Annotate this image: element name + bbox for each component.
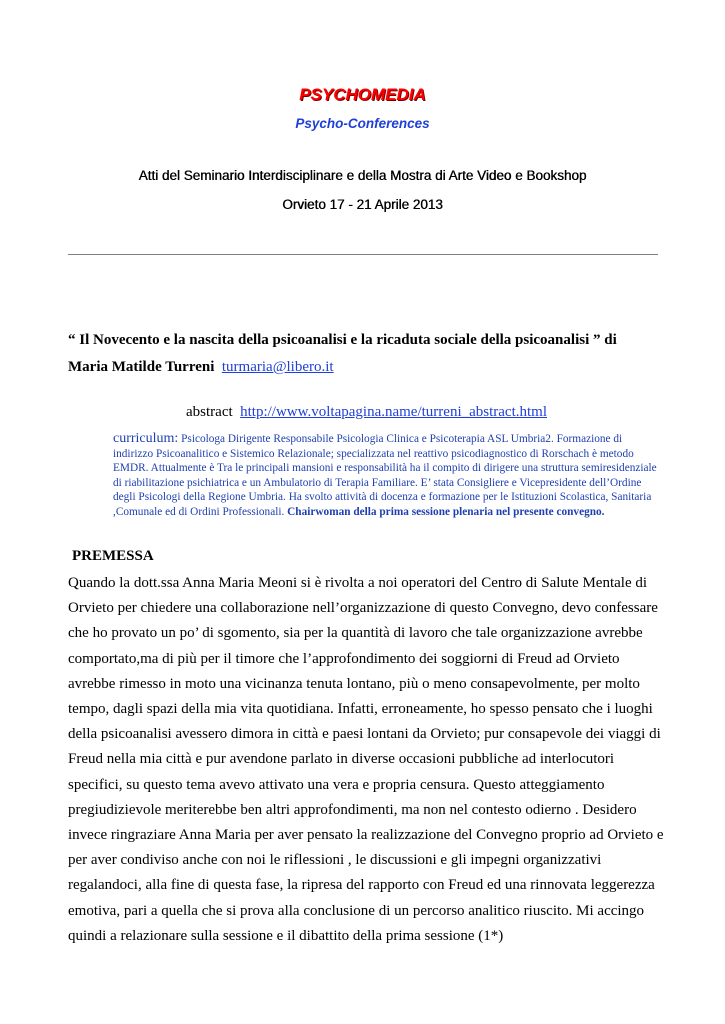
curriculum-highlight: Chairwoman della prima sessione plenaria nel presente convegno. [287, 505, 605, 518]
curriculum-label: curriculum: [113, 431, 179, 446]
abstract-row [186, 404, 547, 421]
site-title: PSYCHOMEDIA [299, 85, 426, 104]
body-line: invece ringraziare Anna Maria per aver pensato la realizzazione del Convegno proprio ad Orvieto e [68, 827, 664, 844]
body-line: specifici, su questo tema avevo attivato una vera e propria censura. Questo atteggiamento [68, 776, 605, 793]
body-line: avrebbe rimesso in moto una vicinanza tenuta lontano, più o meno consapevolmente, per molto [68, 675, 640, 692]
curriculum-block [113, 432, 661, 520]
curriculum-text: Psicologa Dirigente Responsabile Psicologia Clinica e Psicoterapia ASL Umbria2. Formazione di indirizzo Psicoanalitico e Sistemico Relazionale; specializzata nel reattivo psicodiagnostico di Rorschach è metodo EMDR. Attualmente è Tra le principali mansioni e responsabilità ha il compito di dirigere una struttura semiresidenziale di riabilitazione psichiatrica e un Ambulatorio di Terapia Familiare. E’ stata Consigliere e Vicepresidente dell’Ordine degli Psicologi della Regione Umbria. Ha svolto attività di docenza e formazione per le Istituzioni Scolastica, Sanitaria ,Comunale ed di Ordini Professionali. [113, 433, 657, 518]
section-heading: PREMESSA [72, 548, 154, 564]
site-subtitle: Psycho-Conferences [295, 116, 430, 131]
body-line: emotiva, pari a quella che si prova alla conclusione di un percorso analitico riuscito. Mi accingo [68, 902, 645, 919]
body-line: pregiudizievole meriterebbe ben altri approfondimenti, ma non nel contesto odierno . Desidero [68, 801, 637, 818]
talk-heading [68, 327, 658, 381]
event-title: Atti del Seminario Interdisciplinare e della Mostra di Arte Video e Bookshop [138, 168, 587, 183]
body-line: comportato,ma di più per il timore che l’approfondimento dei soggiorni di Freud ad Orvieto [68, 650, 620, 667]
author-email-link[interactable]: turmaria@libero.it [221, 359, 334, 375]
body-line: tempo, dagli spazi della mia vita quotidiana. Infatti, erroneamente, ho spesso pensato che i luoghi [68, 701, 653, 718]
talk-title: “ Il Novecento e la nascita della psicoanalisi e la ricaduta sociale della psicoanalisi ” di Maria Matilde Turreni [68, 332, 617, 375]
body-line: Freud nella mia città e pur avendone parlato in diverse occasioni pubbliche ad interlocutori [68, 751, 615, 768]
header-divider [68, 254, 658, 255]
body-line: per aver condiviso anche con noi le riflessioni , le discussioni e gli impegni organizzativi [68, 852, 602, 869]
body-line: regalandoci, alla fine di questa fase, la ripresa del rapporto con Freud ed una rinnovata leggerezza [68, 877, 655, 894]
body-line: quindi a relazionare sulla sessione e il dibattito della prima sessione (1*) [68, 927, 504, 944]
body-line: Orvieto per chiedere una collaborazione nell’organizzazione di questo Convegno, devo confessare [68, 600, 658, 617]
body-line: che ho provato un po’ di sgomento, sia per la quantità di lavoro che tale organizzazione avrebbe [68, 625, 643, 642]
abstract-link[interactable]: http://www.voltapagina.name/turreni_abstract.html [240, 404, 548, 420]
body-line: Quando la dott.ssa Anna Maria Meoni si è rivolta a noi operatori del Centro di Salute Mentale di [68, 575, 648, 591]
event-dates: Orvieto 17 - 21 Aprile 2013 [282, 197, 443, 212]
body-paragraph [68, 571, 664, 949]
abstract-label: abstract [186, 404, 233, 420]
body-line: della psicoanalisi avessero dimora in città e paesi lontani da Orvieto; pur consapevole dei viaggi di [68, 726, 661, 743]
